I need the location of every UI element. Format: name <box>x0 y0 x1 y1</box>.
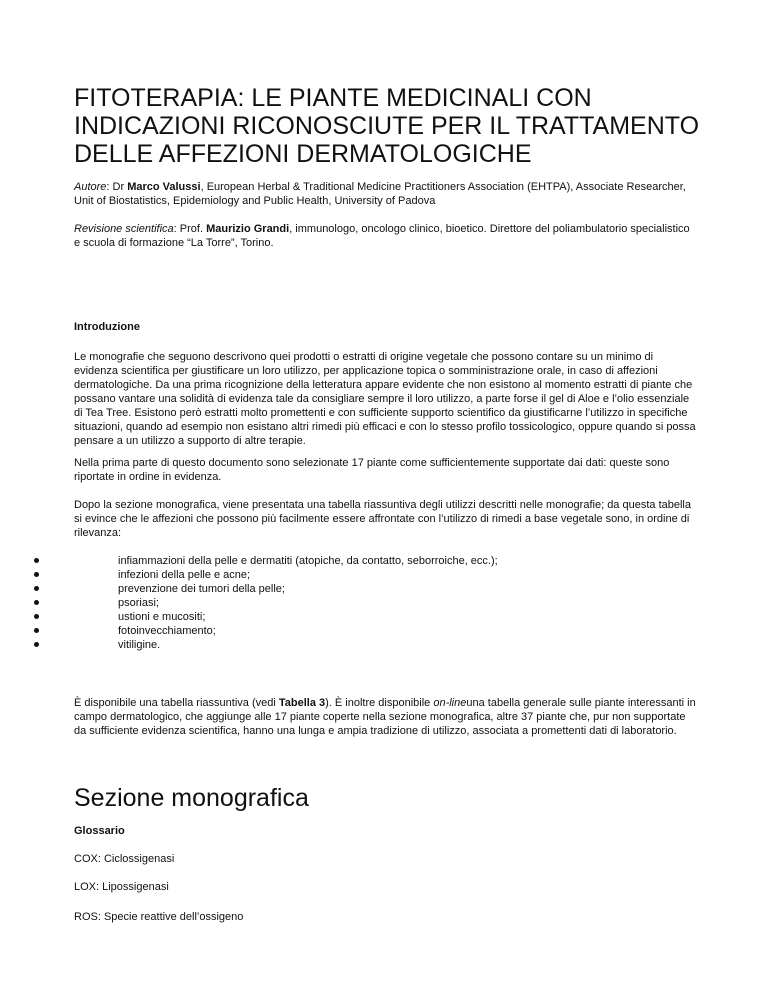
bullet-icon <box>34 558 39 563</box>
online-label: on-line <box>433 697 467 709</box>
glossary-heading: Glossario <box>74 825 125 837</box>
title-line: INDICAZIONI RICONOSCIUTE PER IL TRATTAMENTO <box>74 112 700 140</box>
list-item <box>34 638 694 652</box>
list-item-text: fotoinvecchiamento; <box>118 625 216 637</box>
author-prefix: : Dr <box>106 181 128 193</box>
text-line: Dopo la sezione monografica, viene presentata una tabella riassuntiva degli utilizzi descritti nelle monografie; da questa tabella <box>74 499 691 511</box>
text-line: riportate in ordine in evidenza. <box>74 471 222 483</box>
text-line: rilevanza: <box>74 527 122 539</box>
availability-paragraph <box>74 696 696 738</box>
list-item <box>34 568 694 582</box>
text-line: Nella prima parte di questo documento sono selezionate 17 piante come sufficientemente supportate dai dati: queste sono <box>74 457 670 469</box>
text-line: pensare a un utilizzo a supporto di altre terapie. <box>74 435 306 447</box>
bullet-icon <box>34 586 39 591</box>
intro-paragraph-2 <box>74 456 696 484</box>
author-paragraph <box>74 180 696 208</box>
intro-heading: Introduzione <box>74 321 140 333</box>
revision-paragraph <box>74 222 696 250</box>
title-line: FITOTERAPIA: LE PIANTE MEDICINALI CON <box>74 84 592 112</box>
bullet-icon <box>34 572 39 577</box>
bullet-icon <box>34 614 39 619</box>
glossary-item: COX: Ciclossigenasi <box>74 853 175 865</box>
list-item-text: prevenzione dei tumori della pelle; <box>118 583 285 595</box>
text-line: Le monografie che seguono descrivono quei prodotti o estratti di origine vegetale che possono contare su un minimo di <box>74 351 654 363</box>
revision-name: Maurizio Grandi <box>206 223 290 235</box>
glossary-item: ROS: Specie reattive dell’ossigeno <box>74 911 244 923</box>
intro-paragraph-3 <box>74 498 696 540</box>
list-item <box>34 596 694 610</box>
section-title: Sezione monografica <box>74 784 309 812</box>
bullet-icon <box>34 600 39 605</box>
table-reference-link[interactable]: Tabella 3 <box>278 697 326 709</box>
glossary-item: LOX: Lipossigenasi <box>74 881 169 893</box>
availability-line-2: campo dermatologico, che aggiunge alle 17 piante coperte nella sezione monografica, altre 37 piante che, pur non supportate <box>74 711 686 723</box>
list-item-text: ustioni e mucositi; <box>118 611 206 623</box>
intro-paragraph-1 <box>74 350 696 448</box>
availability-line-1 <box>74 696 696 710</box>
list-item <box>34 554 694 568</box>
author-affiliation: , European Herbal & Traditional Medicine Practitioners Association (EHTPA), Associate Researcher, <box>200 181 686 193</box>
list-item <box>34 610 694 624</box>
author-label: Autore <box>74 181 107 193</box>
author-name: Marco Valussi <box>127 181 201 193</box>
list-item-text: vitiligine. <box>118 639 161 651</box>
list-item <box>34 582 694 596</box>
title-line: DELLE AFFEZIONI DERMATOLOGICHE <box>74 140 532 168</box>
document-title <box>74 84 714 168</box>
bullet-icon <box>34 628 39 633</box>
availability-text: una tabella generale sulle piante interessanti in <box>466 697 696 709</box>
availability-text: È disponibile una tabella riassuntiva (vedi <box>74 697 279 709</box>
affections-list <box>34 554 694 652</box>
availability-text: ). È inoltre disponibile <box>325 697 434 709</box>
list-item-text: infiammazioni della pelle e dermatiti (atopiche, da contatto, seborroiche, ecc.); <box>118 555 498 567</box>
list-item <box>34 624 694 638</box>
revision-line-1 <box>74 222 696 236</box>
text-line: si evince che le affezioni che possono più facilmente essere affrontate con l’utilizzo di rimedi a base vegetale sono, in ordine di <box>74 513 690 525</box>
bullet-icon <box>34 642 39 647</box>
revision-label: Revisione scientifica <box>74 223 174 235</box>
text-line: di Tea Tree. Esistono però estratti molto promettenti e con sufficiente supporto scientifico da giustificarne l’utilizzo in specifiche <box>74 407 688 419</box>
author-line-1 <box>74 180 696 194</box>
revision-affiliation: , immunologo, oncologo clinico, bioetico. Direttore del poliambulatorio specialistico <box>289 223 690 235</box>
revision-prefix: : Prof. <box>173 223 207 235</box>
text-line: evidenza scientifica per giustificare un loro utilizzo, per applicazione topica o somministrazione orale, in caso di affezioni <box>74 365 658 377</box>
text-line: dermatologiche. Da una prima ricognizione della letteratura appare evidente che non esistono al momento estratti di piante che <box>74 379 693 391</box>
text-line: situazioni, quando ad esempio non esistano altri rimedi più efficaci e con lo stesso profilo tossicologico, oppure quando si possa <box>74 421 696 433</box>
text-line: possano vantare una solidità di evidenza tale da consigliare sempre il loro utilizzo, a parte forse il gel di Aloe e l’olio essenziale <box>74 393 690 405</box>
author-line-2: Unit of Biostatistics, Epidemiology and Public Health, University of Padova <box>74 195 436 207</box>
list-item-text: psoriasi; <box>118 597 159 609</box>
list-item-text: infezioni della pelle e acne; <box>118 569 251 581</box>
revision-line-2: e scuola di formazione “La Torre”, Torino. <box>74 237 274 249</box>
availability-line-3: da sufficiente evidenza scientifica, hanno una lunga e ampia tradizione di utilizzo, associata a promettenti dati di laboratorio. <box>74 725 677 737</box>
